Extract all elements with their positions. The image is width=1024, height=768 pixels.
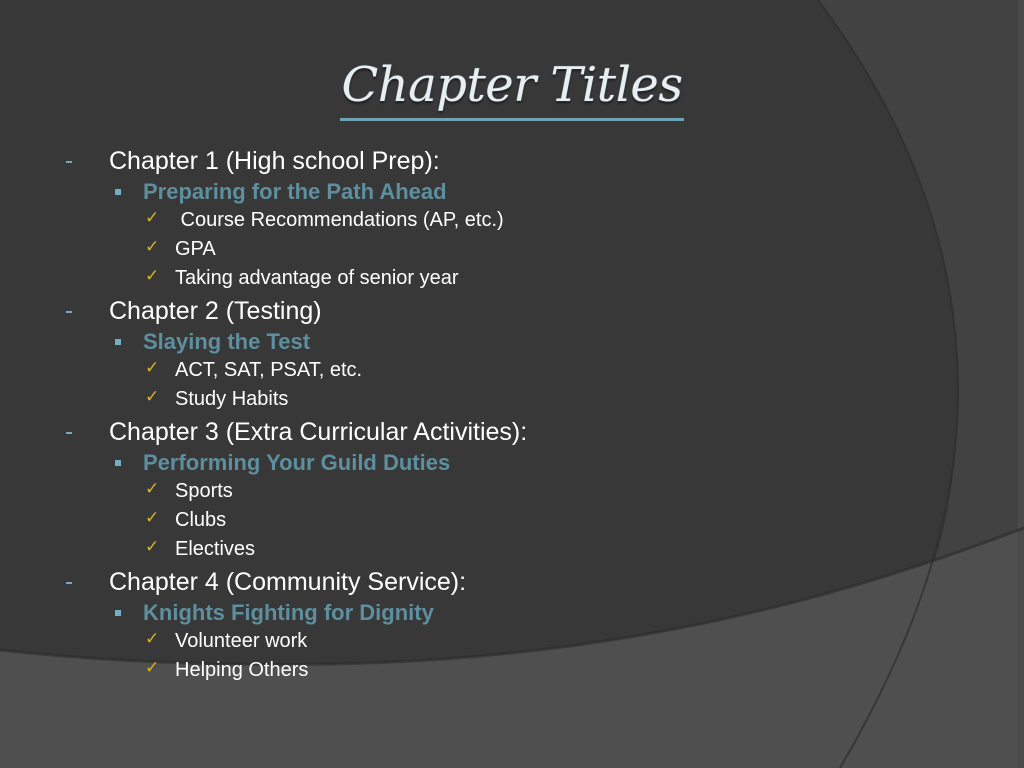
- chapter-label: Chapter 2 (Testing): [109, 297, 322, 325]
- list-item: [0, 206, 900, 235]
- chapter-subtitle-item: [0, 597, 900, 627]
- chapter-item: [0, 143, 900, 176]
- checkmark-icon: ✓: [145, 508, 160, 528]
- chapter-subtitle: Slaying the Test: [143, 329, 311, 354]
- dash-bullet-icon: [66, 161, 72, 163]
- list-item-text: Volunteer work: [175, 630, 308, 652]
- chapter-item: [0, 564, 900, 597]
- list-item-text: GPA: [175, 238, 216, 260]
- list-item: [0, 235, 900, 264]
- chapter-label: Chapter 1 (High school Prep):: [109, 147, 440, 175]
- slide-title: Chapter Titles: [340, 52, 685, 121]
- checkmark-icon: ✓: [145, 237, 160, 257]
- dash-bullet-icon: [66, 582, 72, 584]
- list-item: [0, 535, 900, 564]
- chapter-label: Chapter 4 (Community Service):: [109, 568, 467, 596]
- dash-bullet-icon: [66, 432, 72, 434]
- list-item: [0, 627, 900, 656]
- chapter-subtitle-item: [0, 326, 900, 356]
- list-item-text: Clubs: [175, 509, 227, 531]
- chapter-label: Chapter 3 (Extra Curricular Activities):: [109, 418, 528, 446]
- list-item-text: Study Habits: [175, 388, 289, 410]
- checkmark-icon: ✓: [145, 387, 160, 407]
- chapter-subtitle-item: [0, 447, 900, 477]
- dash-bullet-icon: [66, 311, 72, 313]
- list-item: [0, 506, 900, 535]
- chapter-subtitle: Knights Fighting for Dignity: [143, 600, 434, 625]
- chapter-subtitle: Performing Your Guild Duties: [143, 450, 451, 475]
- checkmark-icon: ✓: [145, 658, 160, 678]
- checkmark-icon: ✓: [145, 208, 160, 228]
- list-item: [0, 477, 900, 506]
- checkmark-icon: ✓: [145, 537, 160, 557]
- chapter-subtitle: Preparing for the Path Ahead: [143, 179, 447, 204]
- list-item-text: Helping Others: [175, 659, 309, 681]
- square-bullet-icon: [115, 339, 121, 345]
- title-container: [0, 52, 1024, 121]
- checkmark-icon: ✓: [145, 479, 160, 499]
- list-item-text: Course Recommendations (AP, etc.): [175, 209, 504, 231]
- list-item-text: ACT, SAT, PSAT, etc.: [175, 359, 363, 381]
- chapter-list: [0, 143, 900, 685]
- chapter-subtitle-item: [0, 176, 900, 206]
- list-item-text: Sports: [175, 480, 233, 502]
- list-item-text: Taking advantage of senior year: [175, 267, 459, 289]
- list-item: [0, 656, 900, 685]
- chapter-item: [0, 414, 900, 447]
- chapter-item: [0, 293, 900, 326]
- square-bullet-icon: [115, 460, 121, 466]
- square-bullet-icon: [115, 610, 121, 616]
- list-item: [0, 264, 900, 293]
- list-item: [0, 356, 900, 385]
- checkmark-icon: ✓: [145, 629, 160, 649]
- square-bullet-icon: [115, 189, 121, 195]
- list-item: [0, 385, 900, 414]
- checkmark-icon: ✓: [145, 358, 160, 378]
- list-item-text: Electives: [175, 538, 256, 560]
- checkmark-icon: ✓: [145, 266, 160, 286]
